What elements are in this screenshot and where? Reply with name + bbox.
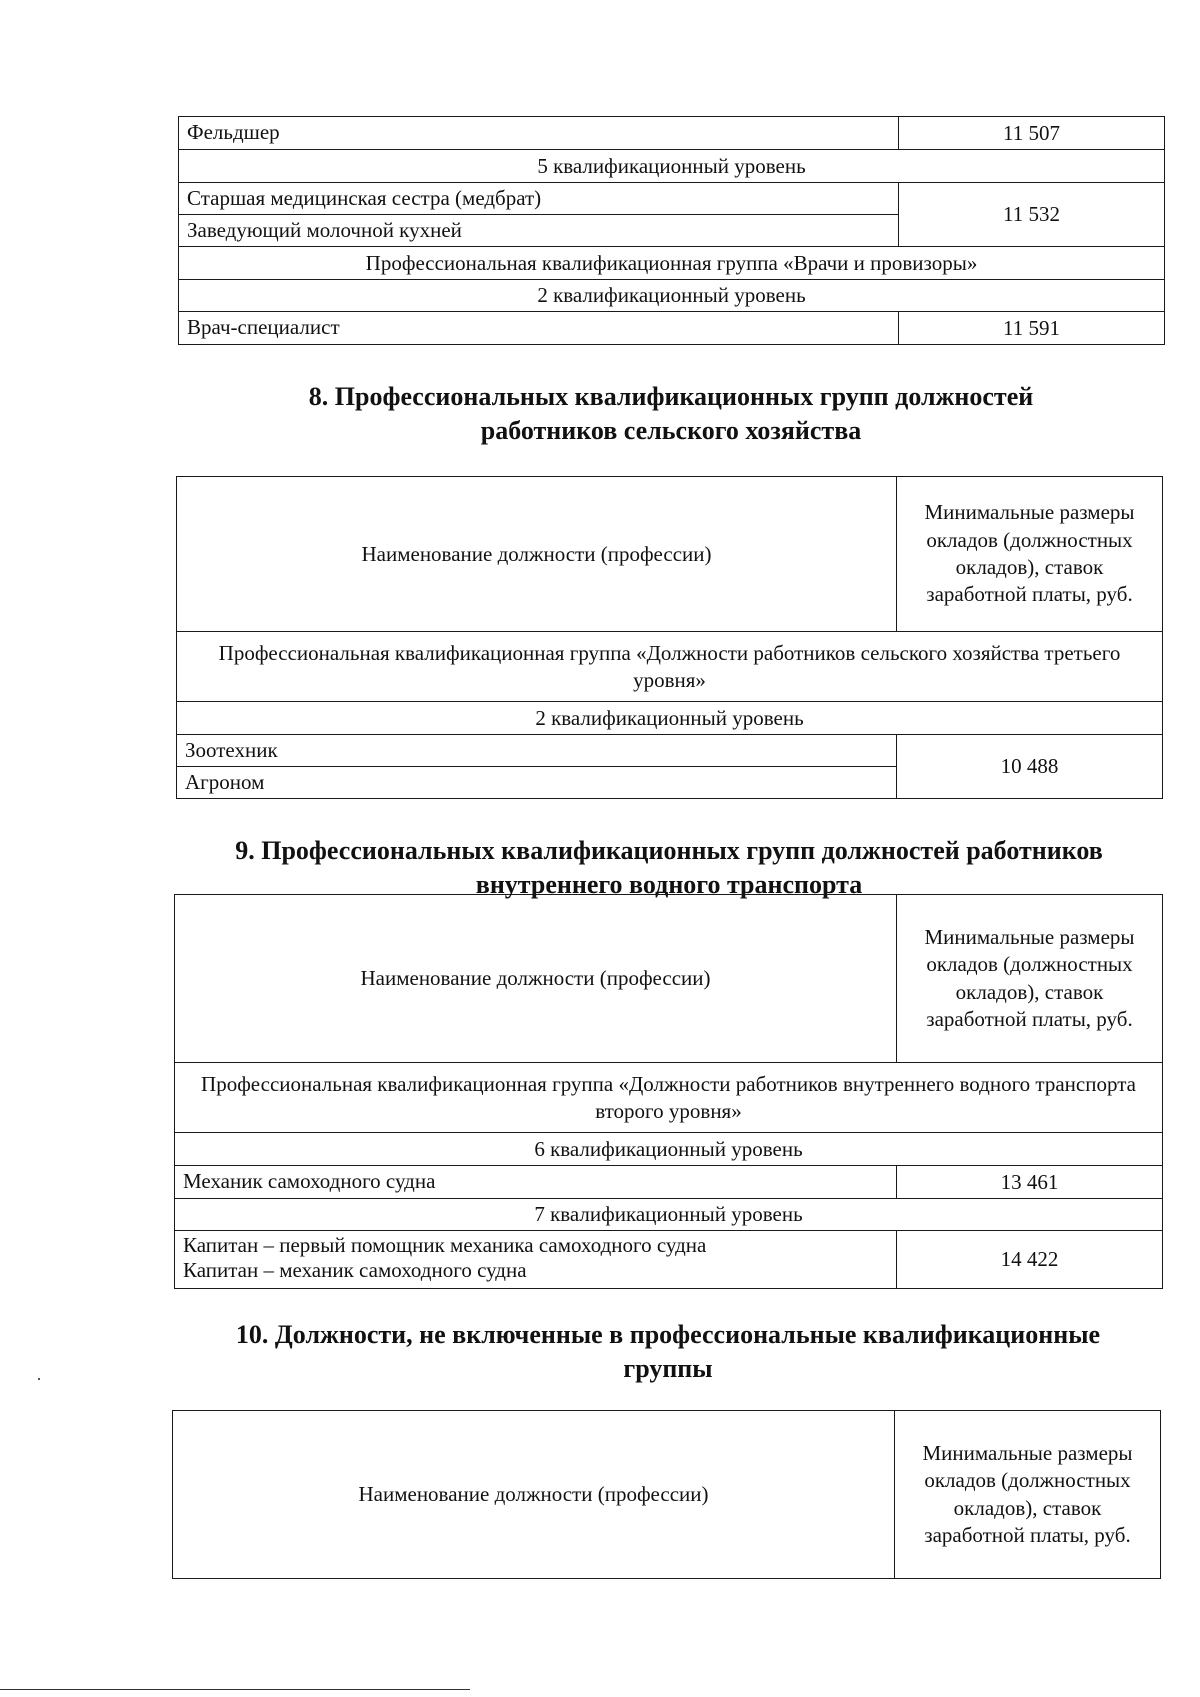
header-position-name: Наименование должности (профессии): [175, 895, 897, 1063]
section-8-title-line2: работников сельского хозяйства: [480, 415, 862, 445]
table-row: [175, 1063, 1163, 1133]
table-row: [179, 312, 1165, 345]
position-name: Старшая медицинская сестра (медбрат): [179, 183, 899, 215]
salary-table-other: [172, 1410, 1161, 1579]
table-row: [179, 183, 1165, 215]
section-8-title-line1: 8. Профессиональных квалификационных групп должностей: [308, 382, 1034, 411]
table-row: [179, 247, 1165, 280]
position-name-line: Капитан – первый помощник механика самоходного судна: [183, 1233, 707, 1257]
table-row: [175, 1133, 1163, 1166]
section-9-title-line2: внутреннего водного транспорта: [475, 869, 863, 899]
section-10-title: [174, 1318, 1162, 1386]
table-row: [177, 702, 1163, 735]
table-row: [177, 735, 1163, 767]
table-row: [179, 150, 1165, 183]
qualification-level: 2 квалификационный уровень: [179, 280, 1165, 312]
header-position-name: Наименование должности (профессии): [177, 477, 897, 632]
salary-value: 14 422: [897, 1231, 1163, 1289]
qualification-level: 7 квалификационный уровень: [175, 1199, 1163, 1231]
qualification-group: Профессиональная квалификационная группа «Должности работников сельского хозяйства третьего уровня»: [177, 632, 1163, 702]
section-9-title: [176, 834, 1162, 902]
position-name: Зоотехник: [177, 735, 897, 767]
table-row: [177, 632, 1163, 702]
section-9-title-line1: 9. Профессиональных квалификационных групп должностей работников: [235, 836, 1103, 865]
table-row: [175, 1199, 1163, 1231]
scan-speck: [38, 1378, 40, 1380]
section-8-title: [178, 380, 1164, 448]
qualification-group: Профессиональная квалификационная группа «Врачи и провизоры»: [179, 247, 1165, 280]
table-row: [175, 1166, 1163, 1199]
position-name: [175, 1231, 897, 1289]
salary-table-medical: [178, 116, 1165, 345]
salary-value: 11 532: [899, 183, 1165, 247]
position-name: Заведующий молочной кухней: [179, 215, 899, 247]
salary-table-water-transport: [174, 894, 1163, 1289]
position-name: Врач-специалист: [179, 312, 899, 345]
table-row: [179, 117, 1165, 150]
salary-value: 11 591: [899, 312, 1165, 345]
table-header-row: [173, 1411, 1161, 1579]
table-row: [175, 1231, 1163, 1289]
header-position-name: Наименование должности (профессии): [173, 1411, 895, 1579]
salary-value: 11 507: [899, 117, 1165, 150]
section-10-title-line1: 10. Должности, не включенные в профессиональные квалификационные: [235, 1320, 1101, 1349]
table-header-row: [175, 895, 1163, 1063]
salary-value: 10 488: [897, 735, 1163, 799]
qualification-level: 5 квалификационный уровень: [179, 150, 1165, 183]
position-name: Механик самоходного судна: [175, 1166, 897, 1199]
table-row: [179, 280, 1165, 312]
salary-table-agriculture: [176, 476, 1163, 799]
position-name: Агроном: [177, 767, 897, 799]
qualification-level: 6 квалификационный уровень: [175, 1133, 1163, 1166]
qualification-level: 2 квалификационный уровень: [177, 702, 1163, 735]
position-name-line: Капитан – механик самоходного судна: [183, 1258, 527, 1283]
header-min-salary: Минимальные размеры окладов (должностных окладов), ставок заработной платы, руб.: [897, 477, 1163, 632]
header-min-salary: Минимальные размеры окладов (должностных окладов), ставок заработной платы, руб.: [897, 895, 1163, 1063]
header-min-salary: Минимальные размеры окладов (должностных окладов), ставок заработной платы, руб.: [895, 1411, 1161, 1579]
page-bottom-rule: [0, 1689, 470, 1690]
table-header-row: [177, 477, 1163, 632]
position-name: Фельдшер: [179, 117, 899, 150]
section-10-title-line2: группы: [623, 1353, 713, 1383]
qualification-group: Профессиональная квалификационная группа «Должности работников внутреннего водного транспорта второго уровня»: [175, 1063, 1163, 1133]
salary-value: 13 461: [897, 1166, 1163, 1199]
